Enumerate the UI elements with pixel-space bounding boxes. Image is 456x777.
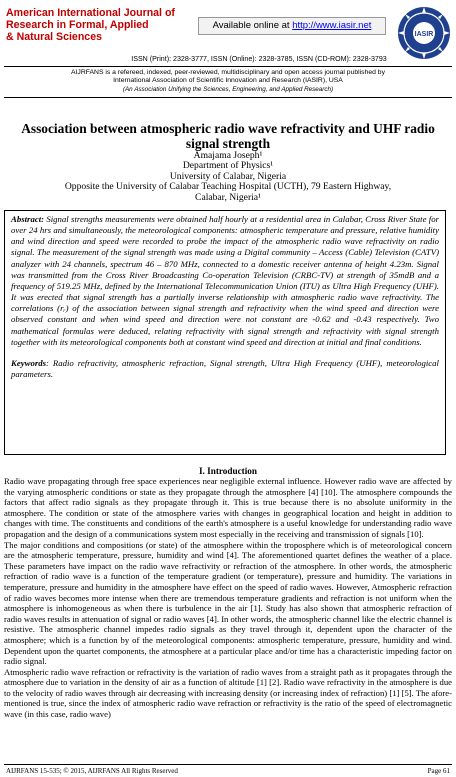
body-paragraph: Atmospheric radio wave refraction or refractivity is the variation of radio waves from a straight path as it propagates through the atmosphere due to variation in the density of air as a function of altitude [1] [2]. Radio wave refractivity in the atmosphere is due to the velocity of radio waves through air decreasing with increasing density (or increasing index of refraction) [1] [5]. The afore-mentioned is true, since the index of atmospheric radio wave refraction or refractivity is the ratio of the speed of electromagnetic wave (in this case, radio wave) <box>4 666 452 720</box>
page-footer <box>4 764 452 775</box>
keywords-text: : Radio refractivity, atmospheric refraction, Signal strength, Ultra High Frequency (UHF), meteorological parameters. <box>11 357 439 380</box>
abstract-label: Abstract: <box>11 214 45 224</box>
description-line: AIJRFANS is a refereed, indexed, peer-reviewed, multidisciplinary and open access journal published by <box>71 69 385 76</box>
issn-line: ISSN (Print): 2328-3777, ISSN (Online): 2328-3785, ISSN (CD-ROM): 2328-3793 <box>131 55 387 63</box>
header-rule <box>4 97 452 98</box>
author-address: Opposite the University of Calabar Teaching Hospital (UCTH), 79 Eastern Highway, <box>64 181 392 193</box>
author-block <box>10 151 446 203</box>
availability-box <box>198 17 386 35</box>
journal-description <box>24 69 432 94</box>
introduction-body <box>4 476 452 720</box>
header-rule <box>4 66 452 67</box>
description-line: International Association of Scientific Innovation and Research (IASIR), USA <box>113 77 343 85</box>
description-tagline: (An Association Unifying the Sciences, Engineering, and Applied Research) <box>122 85 334 93</box>
author-department: Department of Physics¹ <box>182 160 274 172</box>
author-city: Calabar, Nigeria¹ <box>195 191 261 203</box>
section-heading: I. Introduction <box>198 466 258 476</box>
author-name: Amajama Joseph¹ <box>193 150 263 161</box>
journal-title-line: Research in Formal, Applied <box>6 19 149 31</box>
journal-title-line: & Natural Sciences <box>6 31 102 43</box>
journal-website-link[interactable]: http://www.iasir.net <box>292 20 372 31</box>
journal-title <box>6 7 176 43</box>
footer-copyright: AIJRFANS 15-535; © 2015, AIJRFANS All Rights Reserved <box>6 767 178 775</box>
abstract-box <box>4 210 446 455</box>
body-paragraph: Radio wave propagating through free space experiences near negligible external influence. However radio wave are affected by the varying atmospheric conditions or state as they propagate through the atmosphere [4] [10]. The atmosphere compounds the factors that affect radio signals as they propagate through it. This is true because there is no absolute uniformity in the atmosphere. The condition or state of the atmosphere varies with changes in geographical location and height in addition to changes with time. The constituents and conditions of the earth's atmosphere is a useful knowledge for understanding radio wave propagation and the design of a communications system most especially in the receiving and transmission of signals [10]. <box>4 476 452 539</box>
body-paragraph: The major conditions and compositions (or state) of the atmosphere within the troposphere which is of meteorological concern are the atmospheric temperature, pressure, humidity and wind [4]. The aforementioned quartet defines the weather of a place. These parameters have impact on the radio wave refractivity or refraction of the atmosphere. In other words, the atmospheric refraction of radio wave is a function of the temperature gradient (or temperature), pressure and humidity. The variations in temperature, pressure and humidity in the atmosphere have effect on the speed of radio waves. However, Atmospheric refraction of radio waves becomes more intense when there are tremendous temperature gradients and refraction is not uniform when the atmosphere is inhomogeneous as when there is turbulence in the air [1]. Study has also shown that atmospheric refraction of radio waves results in attenuation of signal or radio waves [4]. In other words, the atmospheric channel like the electric channel is resistive. The atmospheric channel impedes radio signals as they travel through it, dependent upon the character of the atmosphere; which is a function by of the meteorological components: atmospheric temperature, pressure, humidity and wind. Dependent upon the quartet components, the atmosphere at a particular place and/or time has a characteristic impeding factor on radio signal. <box>4 539 452 667</box>
abstract-text: Signal strengths measurements were obtained half hourly at a residential area in Calabar, Cross River State for over 24 hrs and simultaneously, the meteorological components: atmospheric temperature and pressure, relative humidity and wind direction and speed were recorded to probe the impact of the atmospheric radio wave refractivity on radio signal. The measurement of the signal strength was made using a Digital community – Access (Cable) Television (CATV) analyzer with 24 channels, spectrum 46 – 870 MHz, connected to a domestic receiver antenna of height 4.23m. Signal was transmitted from the Cross River Broadcasting Co-operation Television (CRBC-TV) at strength of 35mdB and a frequency of 519.25 MHz, defined by the International Telecommunication Union (ITU) as Ultra High Frequency (UHF). It was erected that signal strength has a partially inverse relationship with atmospheric radio wave refractivity. The correlations (rᵣ) of the association between signal strength and refractivity when the wind speed and direction were observed constant and when wind speed and direction were not constant are -0.62 and -0.43 respectively. Two mathematical formulas were deduced, relating refractivity with signal strength and refractivity with signal strength together with its meteorological components both at constant wind speed and direction at initial and final conditions. <box>11 214 439 347</box>
journal-title-line: American International Journal of <box>6 7 175 19</box>
availability-prefix: Available online at <box>212 20 293 31</box>
svg-text:IASIR: IASIR <box>414 31 434 38</box>
article-title: Association between atmospheric radio wave refractivity and UHF radio signal strength <box>21 121 435 151</box>
keywords <box>11 358 439 380</box>
keywords-label: Keywords <box>11 357 46 368</box>
journal-header <box>4 3 452 91</box>
page-number: Page 61 <box>427 767 450 775</box>
iasir-logo <box>396 5 452 61</box>
author-university: University of Calabar, Nigeria <box>169 170 287 182</box>
abstract <box>11 214 439 348</box>
